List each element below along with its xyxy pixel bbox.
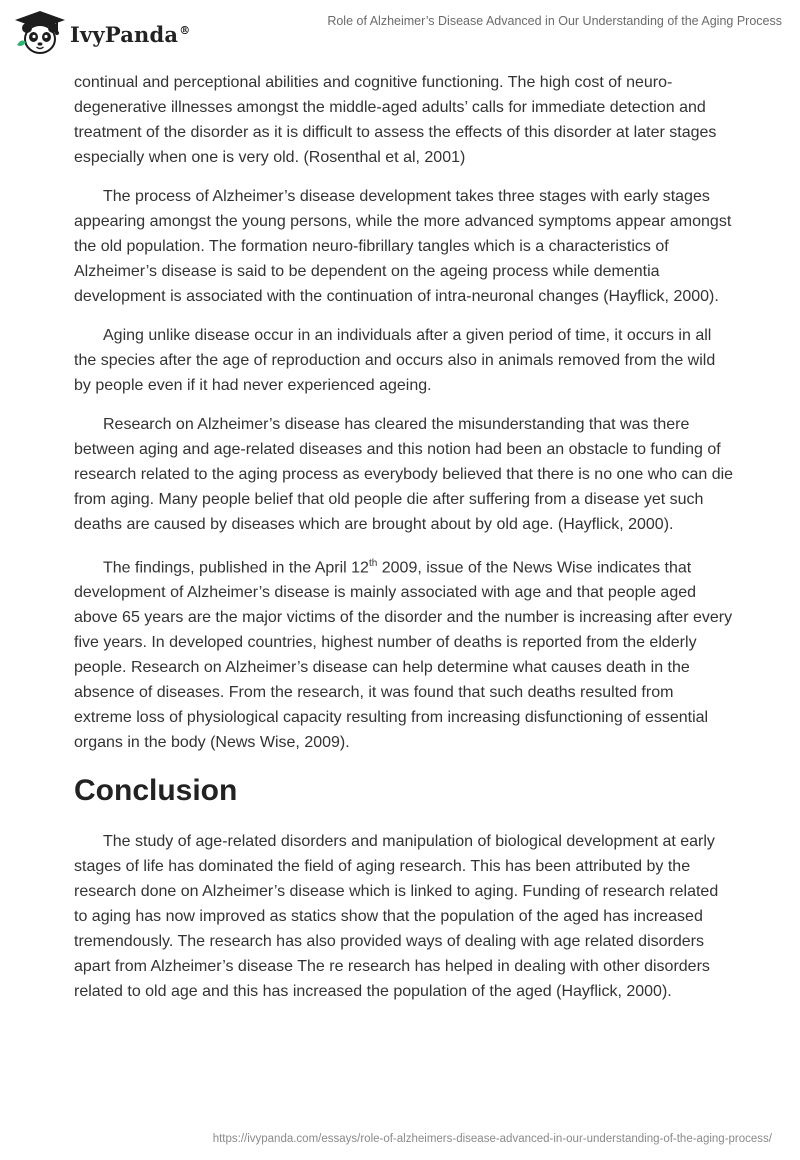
section-heading-conclusion: Conclusion [74, 774, 238, 808]
essay-body [74, 70, 734, 1018]
document-title: Role of Alzheimer’s Disease Advanced in Our Understanding of the Aging Process [327, 14, 782, 28]
brand-name [70, 22, 190, 47]
paragraph-3: Aging unlike disease occur in an individuals after a given period of time, it occurs in all the species after the age of reproduction and occurs also in animals removed from the wild by people even if it had never experienced ageing. [74, 327, 716, 394]
page-header [0, 0, 800, 60]
brand-name-text: IvyPanda [70, 21, 179, 47]
paragraph-6: The study of age-related disorders and manipulation of biological development at early stages of life has dominated the field of aging research. This has been attributed by the research done on Alzheimer’s disease which is linked to aging. Funding of research related to aging has now improved as statics show that the population of the aged has increased tremendously. The research has also provided ways of dealing with age related disorders apart from Alzheimer’s disease The re research has helped in dealing with other disorders related to old age and this has increased the population of the aged (Hayflick, 2000). [74, 833, 719, 1001]
paragraph-5-start: The findings, published in the April 12 [103, 559, 369, 577]
ordinal-suffix: th [368, 558, 378, 569]
source-url[interactable]: https://ivypanda.com/essays/role-of-alzheimers-disease-advanced-in-our-understanding-of-the-aging-process/ [212, 1133, 772, 1145]
paragraph-4: Research on Alzheimer’s disease has cleared the misunderstanding that was there between aging and age-related diseases and this notion had been an obstacle to funding of research related to the aging process as everybody believed that there is no one who can die from aging. Many people belief that old people die after suffering from a disease yet such deaths are caused by diseases which are brought about by old age. (Hayflick, 2000). [74, 416, 734, 533]
registered-mark: ® [179, 23, 191, 37]
paragraph-5 [74, 551, 734, 755]
paragraph-1: continual and perceptional abilities and cognitive functioning. The high cost of neuro-degenerative illnesses amongst the middle-aged adults’ calls for immediate detection and treatment of the disorder as it is difficult to assess the effects of this disorder at later stages especially when one is very old. (Rosenthal et al, 2001) [74, 74, 717, 166]
brand-logo[interactable] [12, 8, 190, 56]
panda-graduate-icon [12, 8, 68, 56]
paragraph-2: The process of Alzheimer’s disease development takes three stages with early stages appearing amongst the young persons, while the more advanced symptoms appear amongst the old population. The formation neuro-fibrillary tangles which is a characteristics of Alzheimer’s disease is said to be dependent on the ageing process while dementia development is associated with the continuation of intra-neuronal changes (Hayflick, 2000). [74, 188, 732, 305]
paragraph-5-end: 2009, issue of the News Wise indicates that development of Alzheimer’s disease is mainly associated with age and that people aged above 65 years are the major victims of the disorder and the number is increasing after every five years. In developed countries, highest number of deaths is reported from the elderly people. Research on Alzheimer’s disease can help determine what causes death in the absence of diseases. From the research, it was found that such deaths resulted from extreme loss of physiological capacity resulting from increasing disfunctioning of essential organs in the body (News Wise, 2009). [74, 559, 733, 752]
